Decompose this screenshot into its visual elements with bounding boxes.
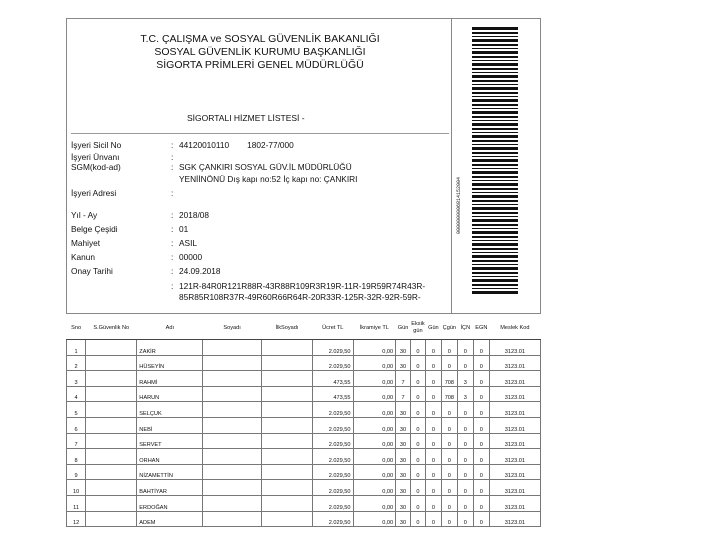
column-header: Eksik gün [411, 317, 426, 340]
info-colon: : [171, 266, 174, 276]
column-header: Soyadı [203, 317, 262, 340]
header-box [66, 18, 452, 314]
cell-cgun: 0 [441, 449, 457, 465]
redacted-cell [261, 511, 312, 527]
cell-eksik: 0 [411, 402, 426, 418]
table-row [67, 402, 541, 418]
cell-egn: 0 [473, 495, 489, 511]
column-header: İÇN [457, 317, 473, 340]
info-colon: : [171, 252, 174, 262]
cell-meslek: 3123.01 [489, 371, 540, 387]
cell-adi: ZAKİR [137, 340, 203, 356]
table-row [67, 433, 541, 449]
barcode-number: 0000000006814152004 [456, 176, 462, 234]
cell-egn: 0 [473, 464, 489, 480]
info-value: YENİİNÖNÜ Dış kapı no:52 İç kapı no: ÇANKIRI [179, 174, 358, 184]
cell-eksik: 0 [411, 480, 426, 496]
cell-egn: 0 [473, 480, 489, 496]
column-header: Gün [396, 317, 411, 340]
info-value: 2018/08 [179, 210, 209, 220]
cell-meslek: 3123.01 [489, 449, 540, 465]
info-label: Onay Tarihi [71, 266, 113, 276]
cell-cgun: 0 [441, 417, 457, 433]
info-colon: : [171, 238, 174, 248]
cell-gun2: 0 [425, 371, 441, 387]
column-header: Çgün [441, 317, 457, 340]
column-header: İkramiye TL [353, 317, 396, 340]
cell-ikramiye: 0,00 [353, 480, 396, 496]
cell-sno: 4 [67, 386, 86, 402]
info-value [179, 140, 294, 150]
info-label: Belge Çeşidi [71, 224, 118, 234]
redacted-cell [86, 402, 137, 418]
cell-meslek: 3123.01 [489, 495, 540, 511]
redacted-cell [86, 449, 137, 465]
cell-gun: 30 [396, 402, 411, 418]
info-label: SGM(kod-ad) [71, 162, 121, 172]
document-page [66, 18, 541, 527]
cell-cgun: 0 [441, 340, 457, 356]
divider [71, 133, 449, 134]
cell-adi: ERDOĞAN [137, 495, 203, 511]
cell-gun2: 0 [425, 433, 441, 449]
table-row [67, 511, 541, 527]
redacted-cell [203, 386, 262, 402]
cell-cgun: 708 [441, 371, 457, 387]
redacted-cell [203, 355, 262, 371]
ministry-header [67, 33, 453, 72]
cell-eksik: 0 [411, 355, 426, 371]
cell-sno: 9 [67, 464, 86, 480]
redacted-cell [86, 355, 137, 371]
cell-sno: 10 [67, 480, 86, 496]
cell-adi: SERVET [137, 433, 203, 449]
cell-adi: ORHAN [137, 449, 203, 465]
cell-gun2: 0 [425, 340, 441, 356]
redacted-cell [203, 371, 262, 387]
info-label: İşyeri Ünvanı [71, 152, 120, 162]
redacted-cell [203, 464, 262, 480]
cell-meslek: 3123.01 [489, 340, 540, 356]
cell-adi: NEBİ [137, 417, 203, 433]
cell-icn: 3 [457, 386, 473, 402]
cell-adi: ADEM [137, 511, 203, 527]
cell-ucret: 473,55 [313, 371, 353, 387]
sicil-part-b: 1802-77/000 [247, 140, 294, 150]
cell-egn: 0 [473, 511, 489, 527]
info-value: 01 [179, 224, 189, 234]
redacted-cell [261, 386, 312, 402]
info-label: İşyeri Adresi [71, 188, 117, 198]
cell-eksik: 0 [411, 449, 426, 465]
cell-ucret: 2.029,50 [313, 511, 353, 527]
cell-egn: 0 [473, 402, 489, 418]
cell-cgun: 0 [441, 480, 457, 496]
column-header: Ücret TL [313, 317, 353, 340]
cell-eksik: 0 [411, 495, 426, 511]
cell-ikramiye: 0,00 [353, 417, 396, 433]
cell-adi: NİZAMETTİN [137, 464, 203, 480]
cell-cgun: 0 [441, 355, 457, 371]
redacted-cell [203, 449, 262, 465]
cell-egn: 0 [473, 386, 489, 402]
cell-icn: 0 [457, 417, 473, 433]
cell-icn: 0 [457, 355, 473, 371]
cell-gun2: 0 [425, 511, 441, 527]
redacted-cell [86, 480, 137, 496]
redacted-cell [261, 433, 312, 449]
cell-icn: 0 [457, 480, 473, 496]
cell-gun2: 0 [425, 480, 441, 496]
cell-cgun: 0 [441, 464, 457, 480]
redacted-cell [203, 340, 262, 356]
list-title: SİGORTALI HİZMET LİSTESİ - [187, 113, 305, 123]
column-header: S.Güvenlik No [86, 317, 137, 340]
cell-ucret: 2.029,50 [313, 340, 353, 356]
redacted-cell [203, 511, 262, 527]
cell-sno: 3 [67, 371, 86, 387]
column-header: Meslek Kod [489, 317, 540, 340]
table-row [67, 371, 541, 387]
cell-meslek: 3123.01 [489, 433, 540, 449]
cell-egn: 0 [473, 417, 489, 433]
cell-eksik: 0 [411, 386, 426, 402]
redacted-cell [261, 495, 312, 511]
info-colon: : [171, 281, 174, 291]
cell-cgun: 0 [441, 433, 457, 449]
cell-gun: 30 [396, 449, 411, 465]
info-label: Yıl - Ay [71, 210, 98, 220]
redacted-cell [261, 371, 312, 387]
table-row [67, 464, 541, 480]
cell-gun2: 0 [425, 402, 441, 418]
redacted-cell [86, 511, 137, 527]
column-header: Adı [137, 317, 203, 340]
column-header: Gün [425, 317, 441, 340]
redacted-cell [203, 495, 262, 511]
table-row [67, 417, 541, 433]
reference-code [179, 281, 425, 303]
redacted-cell [86, 495, 137, 511]
cell-ucret: 2.029,50 [313, 417, 353, 433]
cell-ucret: 2.029,50 [313, 433, 353, 449]
cell-ikramiye: 0,00 [353, 402, 396, 418]
cell-ucret: 2.029,50 [313, 495, 353, 511]
table-row [67, 495, 541, 511]
info-colon: : [171, 140, 174, 150]
cell-sno: 12 [67, 511, 86, 527]
cell-gun2: 0 [425, 464, 441, 480]
cell-ikramiye: 0,00 [353, 340, 396, 356]
info-colon: : [171, 188, 174, 198]
column-header: İlkSoyadı [261, 317, 312, 340]
cell-cgun: 0 [441, 495, 457, 511]
redacted-cell [261, 464, 312, 480]
cell-sno: 1 [67, 340, 86, 356]
cell-cgun: 0 [441, 511, 457, 527]
cell-ucret: 2.029,50 [313, 402, 353, 418]
cell-icn: 0 [457, 495, 473, 511]
info-colon: : [171, 224, 174, 234]
reference-line: 85R85R108R37R-49R60R66R64R-20R33R-125R-32R-92R-59R- [179, 292, 421, 302]
cell-icn: 0 [457, 511, 473, 527]
redacted-cell [203, 433, 262, 449]
table-row [67, 386, 541, 402]
ministry-line: SİGORTA PRİMLERİ GENEL MÜDÜRLÜĞÜ [156, 59, 364, 71]
cell-eksik: 0 [411, 464, 426, 480]
cell-gun: 30 [396, 480, 411, 496]
cell-meslek: 3123.01 [489, 480, 540, 496]
cell-adi: SELÇUK [137, 402, 203, 418]
redacted-cell [86, 417, 137, 433]
cell-ikramiye: 0,00 [353, 495, 396, 511]
redacted-cell [261, 417, 312, 433]
cell-egn: 0 [473, 340, 489, 356]
cell-meslek: 3123.01 [489, 386, 540, 402]
cell-ucret: 2.029,50 [313, 480, 353, 496]
cell-sno: 8 [67, 449, 86, 465]
cell-sno: 11 [67, 495, 86, 511]
column-header: Sno [67, 317, 86, 340]
cell-ucret: 2.029,50 [313, 355, 353, 371]
cell-adi: HÜSEYİN [137, 355, 203, 371]
cell-ucret: 2.029,50 [313, 464, 353, 480]
cell-gun: 7 [396, 371, 411, 387]
cell-ucret: 473,55 [313, 386, 353, 402]
ministry-line: T.C. ÇALIŞMA ve SOSYAL GÜVENLİK BAKANLIĞI [140, 33, 380, 45]
redacted-cell [261, 449, 312, 465]
cell-gun: 30 [396, 417, 411, 433]
cell-meslek: 3123.01 [489, 464, 540, 480]
redacted-cell [261, 355, 312, 371]
cell-adi: HARUN [137, 386, 203, 402]
cell-egn: 0 [473, 371, 489, 387]
cell-sno: 6 [67, 417, 86, 433]
insured-list-table [66, 317, 541, 527]
cell-egn: 0 [473, 355, 489, 371]
cell-gun: 30 [396, 495, 411, 511]
ministry-line: SOSYAL GÜVENLİK KURUMU BAŞKANLIĞI [154, 46, 366, 58]
info-colon: : [171, 162, 174, 172]
barcode-box [452, 18, 541, 314]
info-label: İşyeri Sicil No [71, 140, 122, 150]
table-row [67, 340, 541, 356]
redacted-cell [261, 340, 312, 356]
table-row [67, 355, 541, 371]
barcode-icon [472, 27, 518, 295]
cell-ikramiye: 0,00 [353, 464, 396, 480]
cell-adi: BAHTİYAR [137, 480, 203, 496]
cell-gun: 7 [396, 386, 411, 402]
cell-gun2: 0 [425, 449, 441, 465]
cell-meslek: 3123.01 [489, 355, 540, 371]
redacted-cell [203, 402, 262, 418]
info-label: Kanun [71, 252, 95, 262]
cell-icn: 0 [457, 449, 473, 465]
cell-gun: 30 [396, 511, 411, 527]
redacted-cell [261, 402, 312, 418]
info-value: ASIL [179, 238, 197, 248]
cell-adi: RAHMİ [137, 371, 203, 387]
redacted-cell [203, 480, 262, 496]
cell-ikramiye: 0,00 [353, 433, 396, 449]
cell-ucret: 2.029,50 [313, 449, 353, 465]
cell-egn: 0 [473, 449, 489, 465]
cell-cgun: 708 [441, 386, 457, 402]
cell-ikramiye: 0,00 [353, 371, 396, 387]
cell-gun: 30 [396, 340, 411, 356]
cell-gun2: 0 [425, 495, 441, 511]
cell-eksik: 0 [411, 511, 426, 527]
cell-gun2: 0 [425, 386, 441, 402]
cell-sno: 7 [67, 433, 86, 449]
cell-meslek: 3123.01 [489, 511, 540, 527]
info-value: 00000 [179, 252, 203, 262]
info-value: SGK ÇANKIRI SOSYAL GÜV.İL MÜDÜRLÜĞÜ [179, 162, 352, 172]
cell-ikramiye: 0,00 [353, 386, 396, 402]
cell-ikramiye: 0,00 [353, 511, 396, 527]
redacted-cell [203, 417, 262, 433]
column-header: EGN [473, 317, 489, 340]
redacted-cell [86, 433, 137, 449]
cell-ikramiye: 0,00 [353, 355, 396, 371]
cell-gun: 30 [396, 464, 411, 480]
redacted-cell [261, 480, 312, 496]
cell-eksik: 0 [411, 433, 426, 449]
cell-icn: 0 [457, 464, 473, 480]
sicil-part-a: 44120010110 [179, 140, 230, 150]
cell-ikramiye: 0,00 [353, 449, 396, 465]
info-label: Mahiyet [71, 238, 101, 248]
table-header-row [67, 317, 541, 340]
table-row [67, 480, 541, 496]
info-value: 24.09.2018 [179, 266, 221, 276]
cell-sno: 5 [67, 402, 86, 418]
reference-line: 121R-84R0R121R88R-43R88R109R3R19R-11R-19R59R74R43R- [179, 281, 426, 291]
cell-meslek: 3123.01 [489, 417, 540, 433]
cell-eksik: 0 [411, 340, 426, 356]
cell-gun2: 0 [425, 417, 441, 433]
cell-sno: 2 [67, 355, 86, 371]
cell-cgun: 0 [441, 402, 457, 418]
table-row [67, 449, 541, 465]
cell-gun: 30 [396, 355, 411, 371]
cell-eksik: 0 [411, 417, 426, 433]
cell-egn: 0 [473, 433, 489, 449]
info-colon: : [171, 152, 174, 162]
cell-icn: 0 [457, 340, 473, 356]
redacted-cell [86, 340, 137, 356]
cell-icn: 3 [457, 371, 473, 387]
cell-gun: 30 [396, 433, 411, 449]
cell-icn: 0 [457, 433, 473, 449]
cell-meslek: 3123.01 [489, 402, 540, 418]
redacted-cell [86, 371, 137, 387]
redacted-cell [86, 386, 137, 402]
cell-icn: 0 [457, 402, 473, 418]
cell-eksik: 0 [411, 371, 426, 387]
info-colon: : [171, 210, 174, 220]
redacted-cell [86, 464, 137, 480]
cell-gun2: 0 [425, 355, 441, 371]
